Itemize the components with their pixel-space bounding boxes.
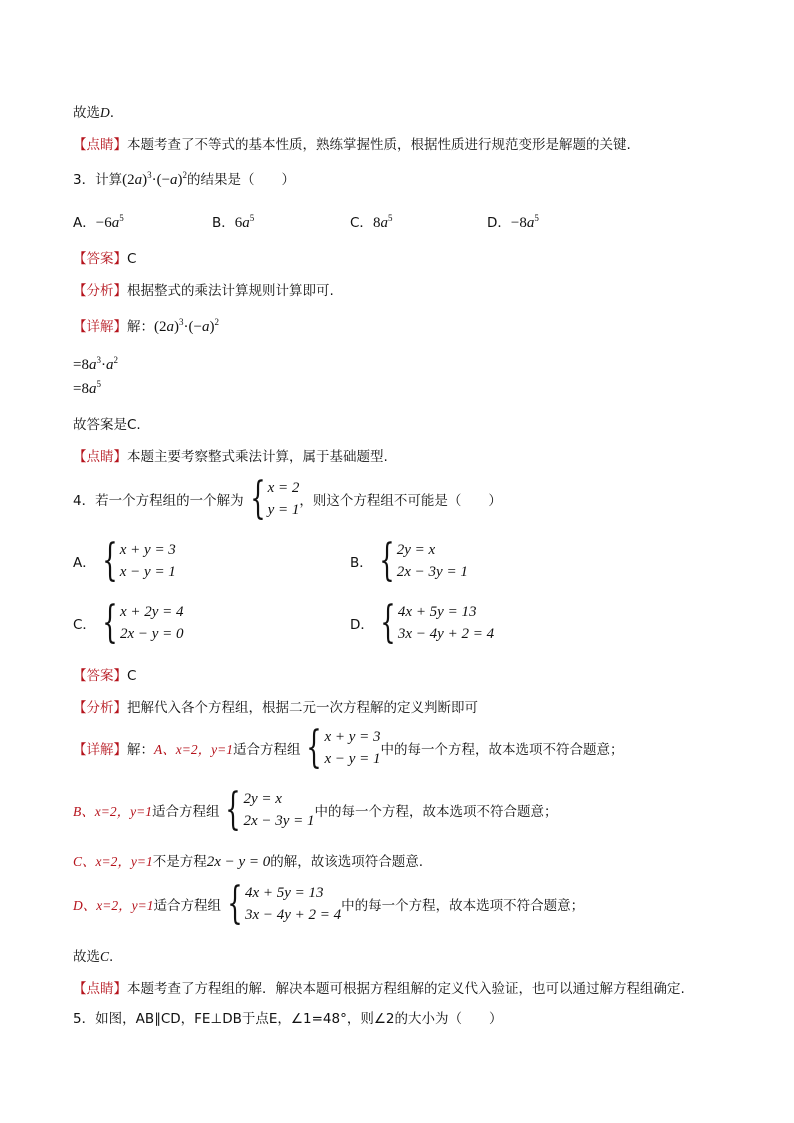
question-3: 3．计算$(2a)^3\cdot(-a)^2$的结果是（ ） <box>73 170 296 188</box>
q4-solution-d: D、x=2，y=1 适合方程组 { 4x + 5y = 13 3x − 4y + 2 = 4 中的每一个方程，故本选项不符合题意； <box>73 878 585 929</box>
q3-option-c: C．$8a^5$ <box>350 213 393 231</box>
q3-option-d: D．$-8a^5$ <box>487 213 539 231</box>
q4-solution-system: { x = 2 y = 1 <box>249 473 300 524</box>
q3-option-a: A．$-6a^5$ <box>73 213 124 231</box>
answer-letter: D <box>100 105 110 120</box>
q3-solution: 【详解】解：$(2a)^3\cdot(-a)^2$ <box>73 317 219 335</box>
conclusion-line-2: 故选D. <box>73 105 115 121</box>
question-5: 5．如图，AB∥CD，FE⊥DB于点E，∠1=48°，则∠2的大小为（ ） <box>73 1011 503 1027</box>
q4-answer: 【答案】C <box>73 668 137 684</box>
q4-option-c: C． { x + 2y = 4 2x − y = 0 <box>73 597 184 648</box>
q3-step-2: $=8a^5$ <box>73 379 101 397</box>
q3-analysis: 【分析】根据整式的乘法计算规则计算即可. <box>73 283 334 299</box>
comment-2: 【点睛】本题考查了不等式的基本性质，熟练掌握性质，根据性质进行规范变形是解题的关键. <box>73 137 631 153</box>
q3-expression: $(2a)^3\cdot(-a)^2$ <box>122 170 188 188</box>
q4-solution-a: 【详解】 解： A、x=2，y=1 适合方程组 { x + y = 3 x − y = 1 中的每一个方程，故本选项不符合题意； <box>73 722 624 773</box>
q3-option-b: B．$6a^5$ <box>212 213 255 231</box>
q4-option-a: A． { x + y = 3 x − y = 1 <box>73 535 176 586</box>
q4-conclusion: 故选C. <box>73 949 114 965</box>
q4-option-d: D． { 4x + 5y = 13 3x − 4y + 2 = 4 <box>350 597 495 648</box>
q3-conclusion: 故答案是C. <box>73 417 141 433</box>
q3-step-1: $=8a^3\cdot a^2$ <box>73 355 118 373</box>
question-4: 4．若一个方程组的一个解为 { x = 2 y = 1 ，则这个方程组不可能是（ ） <box>73 473 502 524</box>
q3-comment: 【点睛】本题主要考察整式乘法计算，属于基础题型. <box>73 449 388 465</box>
q4-solution-b: B、x=2，y=1 适合方程组 { 2y = x 2x − 3y = 1 中的每一个方程，故本选项不符合题意； <box>73 784 558 835</box>
q4-option-b: B． { 2y = x 2x − 3y = 1 <box>350 535 468 586</box>
q4-analysis: 【分析】把解代入各个方程组，根据二元一次方程解的定义判断即可 <box>73 700 478 716</box>
q4-solution-c: C、x=2，y=1不是方程2x − y = 0的解，故该选项符合题意. <box>73 854 424 870</box>
q4-comment: 【点睛】本题考查了方程组的解．解决本题可根据方程组解的定义代入验证，也可以通过解方程组确定. <box>73 981 685 997</box>
q3-answer: 【答案】C <box>73 251 137 267</box>
